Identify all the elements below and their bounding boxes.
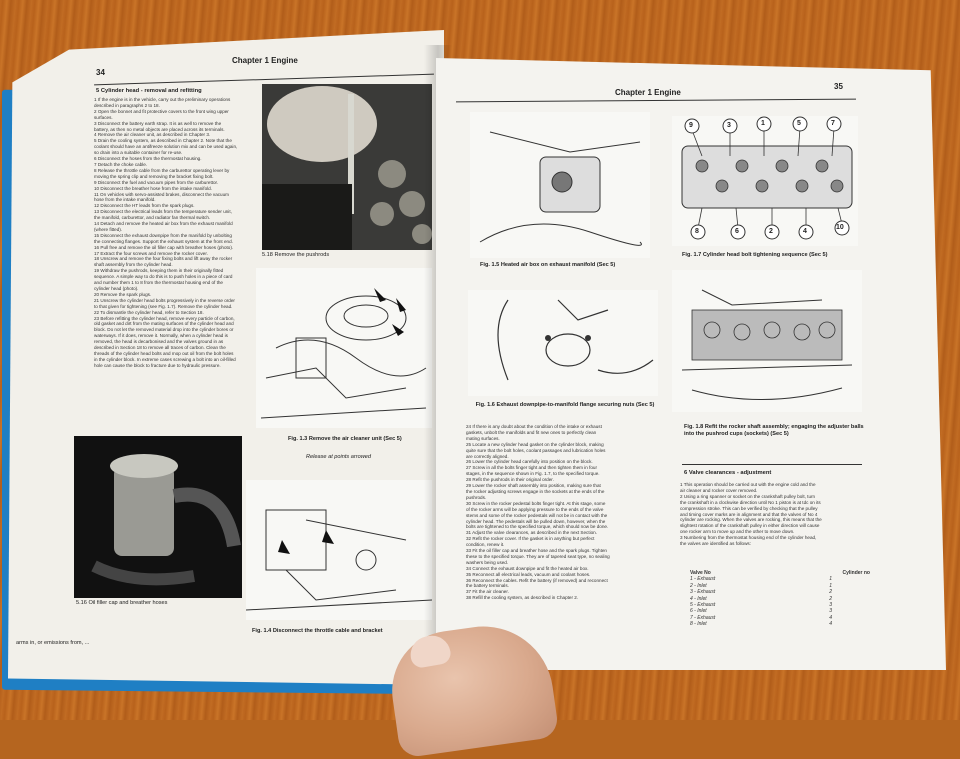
right-body-line: of the rocker arms will be applying pressure to the ends of the valve [466,506,604,512]
right-body-line: bolts are tightened to the specified torque, which should now be done. [466,524,609,530]
left-body-line: 8 Release the throttle cable from the carburettor operating lever by [94,167,230,173]
section-6-line: slightest rotation of the crankshaft pulley in either direction will cause [680,523,820,529]
left-body-line: 13 Disconnect the electrical leads from the temperature sender unit, [94,209,232,215]
right-body-line: condition, renew it. [466,542,505,548]
left-body-line: 17 Extract the four screws and remove the rocker cover. [94,250,208,256]
section-6-line: and timing cover marks are in alignment and that the valves of No 4 [680,511,818,517]
valve-number-cell: 8 - Inlet [690,621,707,628]
fig-1-3-subcaption: Release at points arrowed [306,454,371,460]
left-body-line: 11 On vehicles with servo-assisted brakes, disconnect the vacuum [94,191,229,197]
fig-1-5-caption: Fig. 1.5 Heated air box on exhaust manifold (Sec 5) [480,262,616,268]
section-6-line: one rocker arm to move up and the other to move down. [680,529,795,535]
right-body-line: cylinder head. The pedestals will be pulled down, however, when the [466,518,606,524]
valve-table-row [690,621,870,627]
fig-1-3-drawing [256,268,432,428]
valve-number-cell: 5 - Exhaust [690,602,716,609]
left-body-line: removed, the head is decarbonised and the valves ground in as [94,339,224,345]
bolt-label-top-3: 1 [761,120,765,127]
left-body-line: 16 Pull free and remove the oil filler cap with breather hoses (photo). [94,244,234,250]
cylinder-number-cell: 3 [829,608,832,615]
valve-table [690,570,870,628]
right-body-line: these to the specified torque. They are of tapered seat type, no sealing [466,553,610,559]
left-body-line: cylinder head (photo). [94,286,139,291]
section-6-line: 3 Numbering from the thermostat housing end of the cylinder head, [680,535,817,541]
left-body-line: so drain into a suitable container for re-use. [94,150,183,156]
left-body-line: sequence. A simple way to do this is to push holes in a piece of card [94,274,233,280]
fig-1-6-caption: Fig. 1.6 Exhaust downpipe-to-manifold flange securing nuts (Sec 5) [475,402,655,408]
right-body-line: 37 Fit the air cleaner. [466,589,509,595]
right-body-line: the battery terminals. [466,583,509,589]
valve-number-cell: 1 - Exhaust [690,576,716,583]
bolt-label-top-1: 9 [689,122,693,129]
fig-1-7-caption: Fig. 1.7 Cylinder head bolt tightening sequence (Sec 5) [682,252,828,258]
right-body-line: the rocker adjusting screws engage in the sockets at the ends of the [466,488,605,494]
valve-table-header-valve: Valve No [690,570,711,576]
right-body-line: pushrods. [466,494,487,500]
left-page-number: 34 [96,68,105,77]
left-body-line: (where fitted). [94,226,123,232]
left-body-line: the connecting flanges. Support the exhaust system at the front end. [94,238,233,244]
bolt-label-bottom-4: 4 [803,228,807,235]
cylinder-number-cell: 2 [829,595,832,602]
bolt-label-top-2: 3 [727,122,731,129]
left-body-line: battery, as then no metal objects are placed across its terminals. [94,126,225,132]
section-6-line: compression stroke. This can be verified by checking that the pulley [680,505,818,511]
left-body-line: 6 Disconnect the hoses from the thermostat housing. [94,156,202,162]
left-body-line: block. Do not let the removed material drop into the cylinder bores or [94,327,234,333]
right-body-line: gaskets, unbolt the manifolds and fit new ones to perfectly clean [466,429,597,435]
left-body-line: to that given for tightening (see Fig. 1.7). Remove the cylinder head. [94,303,233,309]
bolt-label-bottom-2: 6 [735,228,739,235]
left-body-line: in the cylinder block. In extreme cases screwing a bolt into an oil-filled [94,356,236,362]
left-body-line: 22 To dismantle the cylinder head, refer to Section 18. [94,309,204,315]
left-body-line: hose from the intake manifold. [94,197,156,203]
section-6-body-text [680,482,870,570]
right-body-line: 31 Adjust the valve clearances, as described in the next Section. [466,530,598,536]
bolt-label-bottom-3: 2 [769,228,773,235]
valve-number-cell: 4 - Inlet [690,595,707,602]
right-body-line: washers being used. [466,559,509,565]
bolt-label-top-5: 7 [831,120,835,127]
left-body-line: 9 Disconnect the fuel and vacuum pipes from the carburettor. [94,179,219,185]
fig-1-4-caption: Fig. 1.4 Disconnect the throttle cable and bracket [252,628,383,634]
right-body-line: 26 Lower the cylinder head carefully into position on the block. [466,459,593,465]
bolt-label-top-4: 5 [797,120,801,127]
left-body-line: described in Section 18 to remove all traces of carbon. Clean the [94,345,226,351]
photo-remove-pushrods [262,84,432,250]
right-body-line: mating surfaces. [466,435,500,441]
right-body-line: 35 Reconnect all electrical leads, vacuum and coolant hoses. [466,571,591,577]
right-body-line: 32 Refit the rocker cover. If the gasket is in anything but perfect [466,536,595,542]
valve-number-cell: 6 - Inlet [690,608,707,615]
bolt-label-bottom-1: 8 [695,228,699,235]
right-body-line: 33 Fit the oil filler cap and breather hose and the spark plugs. Tighten [466,548,607,554]
left-body-line: hole can cause the block to fracture due to hydraulic pressure. [94,362,221,368]
left-body-line: 14 Detach and remove the heated air box from the exhaust manifold [94,221,233,227]
fig-1-8-caption: Fig. 1.8 Refit the rocker shaft assembly; engaging the adjuster balls into the pushrod cups (sockets) (Sec 5) [684,424,864,437]
cylinder-number-cell: 4 [829,614,832,621]
left-body-line: 19 Withdraw the pushrods, keeping them in their originally fitted [94,268,224,274]
right-body-line: stages, in the sequence shown in Fig. 1.7, to the specified torque. [466,471,600,477]
right-body-line: stems and some of the rocker pedestals will not be in contact with the [466,512,608,518]
right-body-line: 29 Lower the rocker shaft assembly into position, making sure that [466,483,601,489]
cylinder-number-cell: 3 [829,602,832,609]
left-body-line: waterways. If it does, remove it. Normally, when a cylinder head is [94,333,228,339]
fig-1-4-drawing [246,480,432,620]
fig-1-6-drawing [468,290,658,396]
left-body-line: 23 Before refitting the cylinder head, remove every particle of carbon, [94,315,235,321]
cylinder-number-cell: 2 [829,589,832,596]
cylinder-number-cell: 4 [829,621,832,628]
right-body-line: 30 Screw in the rocker pedestal bolts finger tight. At this stage, some [466,500,606,506]
right-body-line: 28 Refit the pushrods in their original order. [466,477,554,483]
section-6-title: 6 Valve clearances - adjustment [684,470,772,476]
left-body-line: and number them 1 to 8 from the thermostat housing end of the [94,280,223,286]
right-body-line: 25 Locate a new cylinder head gasket on the cylinder block, making [466,441,604,447]
left-body-line: 4 Remove the air cleaner unit, as described in Chapter 3. [94,132,211,138]
right-body-line: quite sure that the bolt holes, coolant passages and lubrication holes [466,447,606,453]
left-body-line: the manifold, carburettor, and radiator fan thermal switch. [94,215,211,221]
right-body-line: 24 If there is any doubt about the condition of the intake or exhaust [466,424,602,429]
left-body-line: 15 Disconnect the exhaust downpipe from the manifold by unbolting [94,232,232,238]
fig-1-8-drawing [672,270,862,412]
valve-table-header-cylinder: Cylinder no [842,570,870,576]
left-body-line: 20 Remove the spark plugs. [94,291,152,297]
photo-1-caption: 5.18 Remove the pushrods [262,252,330,258]
left-body-line: 12 Disconnect the HT leads from the spark plugs. [94,203,195,209]
left-body-line: 3 Disconnect the battery earth strap. It is as well to remove the [94,120,222,126]
right-body-text [466,424,672,646]
left-body-line: 7 Detach the choke cable. [94,161,148,167]
left-body-line: old gasket and dirt from the mating surfaces of the cylinder head and [94,321,234,327]
section-6-line: the crankshaft in a clockwise direction until No 1 piston is at tdc on its [680,499,821,505]
section-6-line: cylinder are rocking. When the valves are rocking, this means that the [680,517,822,523]
left-footer-fragment: arms in, or emissions from, ... [16,640,90,646]
fig-1-7-bolt-sequence-drawing [672,116,858,246]
right-body-line: 36 Reconnect the cables. Refit the battery (if removed) and reconnect [466,577,608,583]
left-body-line: moving the spring clip and removing the bracket fixing bolt. [94,173,214,179]
section-6-line: 1 This operation should be carried out with the engine cold and the [680,482,816,487]
left-body-line: 18 Unscrew and remove the four fixing bolts and lift away the rocker [94,256,233,262]
right-page-number: 35 [834,82,843,91]
valve-table-rows [690,576,870,627]
left-body-line: 1 If the engine is in the vehicle, carry out the preliminary operations [94,97,231,102]
photo-oil-filler-cap [74,436,242,598]
left-body-line: surfaces. [94,114,113,120]
right-body-line: 27 Screw in all the bolts finger tight and then tighten them in four [466,465,598,471]
cylinder-number-cell: 1 [829,576,832,583]
left-section-title: 5 Cylinder head - removal and refitting [96,88,202,94]
section-6-line: 2 Using a ring spanner or socket on the crankshaft pulley bolt, turn [680,493,816,499]
left-body-text [94,97,254,433]
photo-2-caption: 5.16 Oil filler cap and breather hoses [76,600,168,606]
left-body-line: 10 Disconnect the breather hose from the intake manifold. [94,185,212,191]
valve-number-cell: 2 - Inlet [690,582,707,589]
bolt-label-bottom-5: 10 [836,224,844,231]
fig-1-3-caption: Fig. 1.3 Remove the air cleaner unit (Sec 5) [288,436,402,442]
section-6-line: the valves are identified as follows: [680,541,751,547]
left-chapter-header: Chapter 1 Engine [232,56,298,65]
section-6-line: air cleaner and rocker cover removed. [680,487,758,493]
right-body-line: 38 Refill the cooling system, as described in Chapter 2. [466,595,579,601]
fig-1-5-drawing [470,112,650,258]
right-body-line: are correctly aligned. [466,453,509,459]
valve-number-cell: 3 - Exhaust [690,589,716,596]
left-body-line: coolant should have an antifreeze solution mix and can be used again, [94,144,238,150]
left-body-line: shaft assembly from the cylinder head. [94,262,173,268]
right-chapter-header: Chapter 1 Engine [615,88,681,97]
left-body-line: threads of the cylinder head bolts and mop out oil from the bolt holes [94,350,234,356]
left-body-line: described in paragraphs 2 to 18. [94,102,160,108]
section-6-rule [682,464,862,465]
left-body-line: 5 Drain the cooling system, as described in Chapter 2. Note that the [94,138,232,144]
left-body-line: 2 Open the bonnet and fit protective covers to the front wing upper [94,108,229,114]
left-body-line: 21 Unscrew the cylinder head bolts progressively in the reverse order [94,297,235,303]
valve-number-cell: 7 - Exhaust [690,614,716,621]
right-body-line: 34 Connect the exhaust downpipe and fit the heated air box. [466,565,589,571]
cylinder-number-cell: 1 [829,582,832,589]
